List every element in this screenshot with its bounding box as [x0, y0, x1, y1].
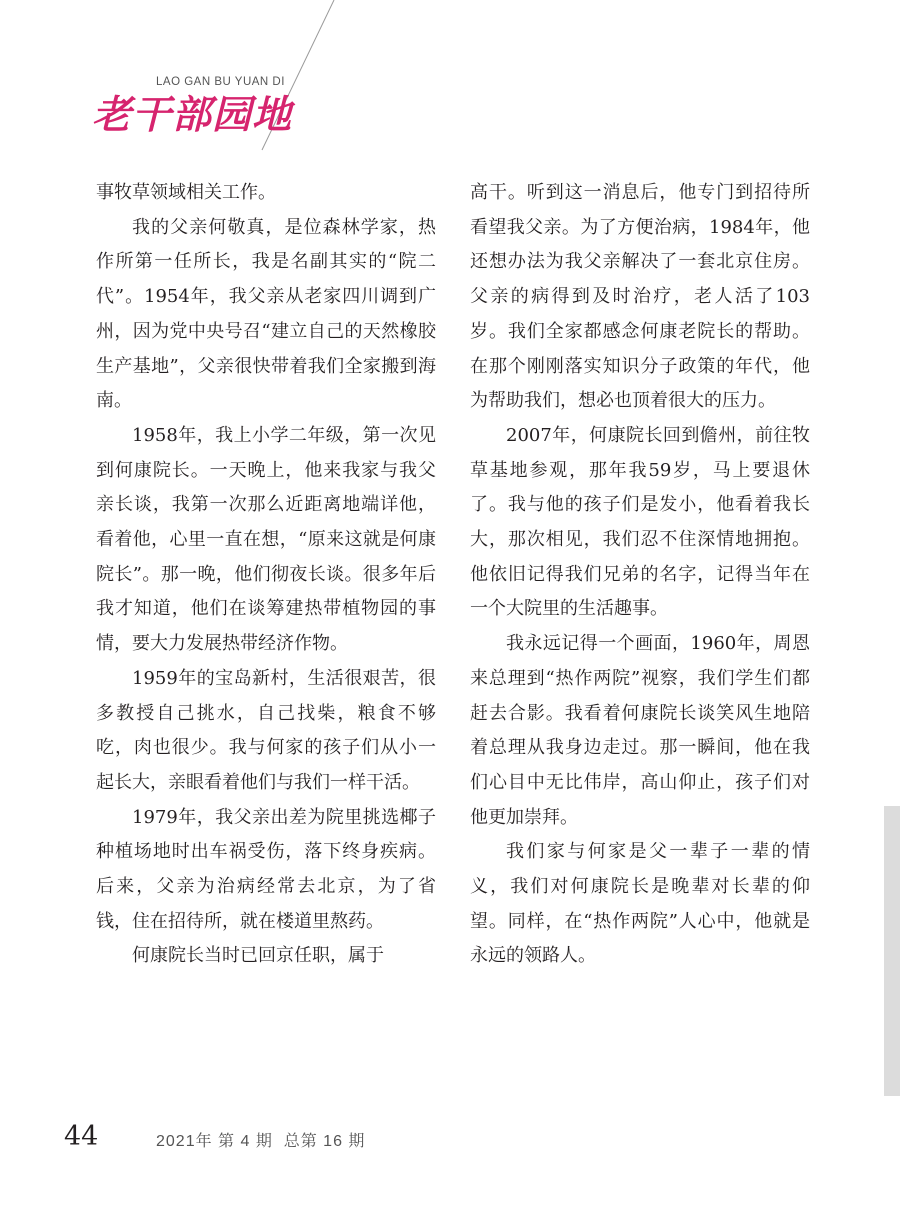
- paragraph: 何康院长当时已回京任职，属于: [132, 945, 384, 967]
- paragraph: 高干。听到这一消息后，他专门到招待所看望我父亲。为了方便治病，1984年，他还想办法为我父亲解决了一套北京住房。父亲的病得到及时治疗，老人活了103岁。我们全家都感念何康老院长的帮助。在那个刚刚落实知识分子政策的年代，他为帮助我们，想必也顶着很大的压力。: [470, 182, 810, 412]
- paragraph: 事牧草领域相关工作。: [96, 182, 276, 203]
- paragraph: 我们家与何家是父一辈子一辈的情义，我们对何康院长是晚辈对长辈的仰望。同样，在“热作两院”人心中，他就是永远的领路人。: [470, 841, 810, 967]
- paragraph: 我永远记得一个画面，1960年，周恩来总理到“热作两院”视察，我们学生们都赶去合影。我看着何康院长谈笑风生地陪着总理从我身边走过。那一瞬间，他在我们心目中无比伟岸，高山仰止，孩子们对他更加崇拜。: [470, 633, 810, 828]
- right-column: [470, 176, 810, 974]
- side-tab-marker: [884, 806, 900, 1096]
- paragraph: 2007年，何康院长回到儋州，前往牧草基地参观，那年我59岁，马上要退休了。我与他的孩子们是发小，他看着我长大，那次相见，我们忍不住深情地拥抱。他依旧记得我们兄弟的名字，记得当年在一个大院里的生活趣事。: [470, 424, 810, 620]
- page-number: 44: [64, 1121, 99, 1152]
- issue-info: 2021年 第 4 期 总第 16 期: [156, 1133, 366, 1150]
- paragraph: 1959年的宝岛新村，生活很艰苦，很多教授自己挑水，自己找柴，粮食不够吃，肉也很少。我与何家的孩子们从小一起长大，亲眼看着他们与我们一样干活。: [96, 667, 436, 793]
- paragraph: 我的父亲何敬真，是位森林学家，热作所第一任所长，我是名副其实的“院二代”。1954年，我父亲从老家四川调到广州，因为党中央号召“建立自己的天然橡胶生产基地”，父亲很快带着我们全家搬到海南。: [96, 216, 436, 412]
- paragraph: 1979年，我父亲出差为院里挑选椰子种植场地时出车祸受伤，落下终身疾病。后来，父亲为治病经常去北京，为了省钱，住在招待所，就在楼道里熬药。: [96, 806, 436, 932]
- paragraph: 1958年，我上小学二年级，第一次见到何康院长。一天晚上，他来我家与我父亲长谈，我第一次那么近距离地端详他，看着他，心里一直在想，“原来这就是何康院长”。那一晚，他们彻夜长谈。很多年后我才知道，他们在谈筹建热带植物园的事情，要大力发展热带经济作物。: [96, 424, 436, 655]
- section-title-logo: 老干部园地: [92, 92, 293, 138]
- left-column: [96, 176, 436, 974]
- section-subtitle: LAO GAN BU YUAN DI: [156, 76, 285, 88]
